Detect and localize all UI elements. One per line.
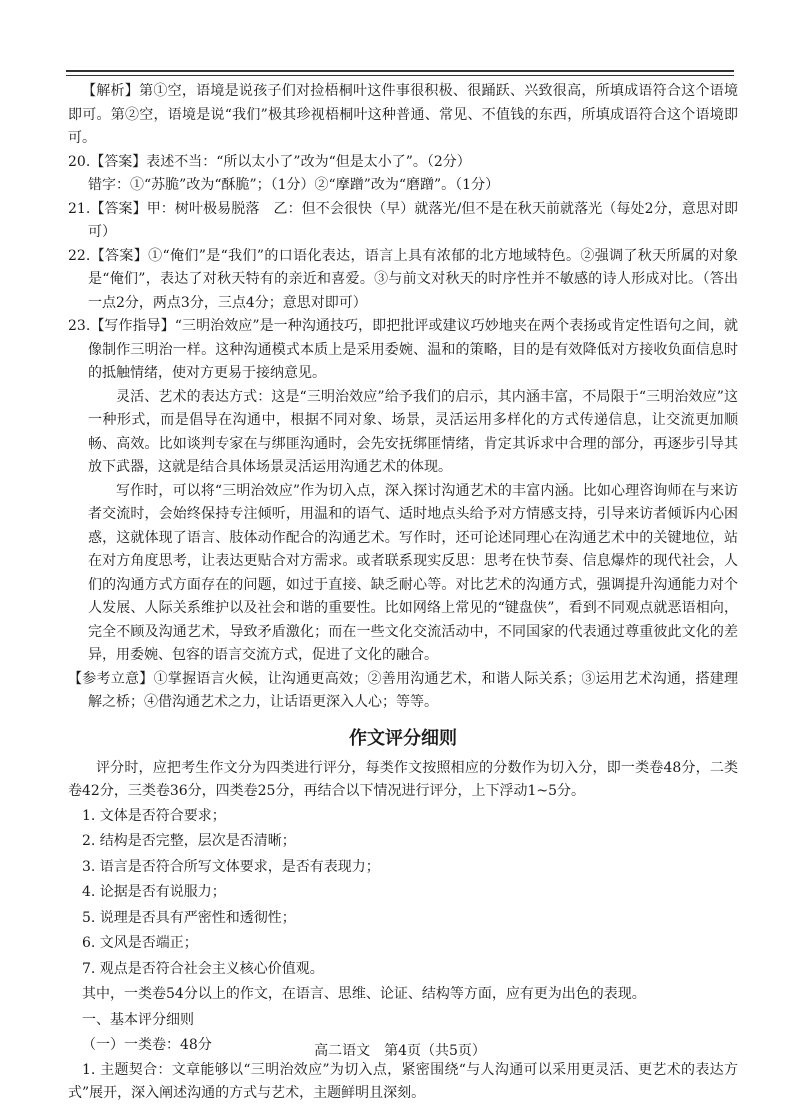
rubric-criterion: 7. 观点是否符合社会主义核心价值观。 xyxy=(82,960,324,977)
rubric-point-1: 1. 主题契合：文章能够以“三明治效应”为切入点，紧密围绕“与人沟通可以采用更灵活、更艺术的表达方式”展开，深入阐述沟通的方式与艺术，主题鲜明且深刻。 xyxy=(68,1061,738,1101)
q23-reference: 【参考立意】①掌握语言火候，让沟通更高效；②善用沟通艺术，和谐人际关系；③运用艺术沟通，搭建理解之桥；④借沟通艺术之力，让话语更深入人心；等等。 xyxy=(68,670,738,710)
q23-paragraph-2: 写作时，可以将“三明治效应”作为切入点，深入探讨沟通艺术的丰富内涵。比如心理咨询师在与来访者交流时，会始终保持专注倾听，用温和的语气、适时地点头给予对方情感支持，引导来访者倾诉内心困惑，这就体现了语言、肢体动作配合的沟通艺术。写作时，还可论述同理心在沟通艺术中的关键地位，站在对方角度思考，让表达更贴合对方需求。或者联系现实反思：思考在快节奏、信息爆炸的现代社会，人们的沟通方式方面存在的问题，如过于直接、缺乏耐心等。对比艺术的沟通方式，强调提升沟通能力对个人发展、人际关系维护以及社会和谐的重要性。比如网络上常见的“键盘侠”，看到不同观点就恶语相向，完全不顾及沟通艺术，导致矛盾激化；而在一些文化交流活动中，不同国家的代表通过尊重彼此文化的差异，用委婉、包容的语言交流方式，促进了文化的融合。 xyxy=(88,482,738,663)
rubric-intro: 评分时，应把考生作文分为四类进行评分，每类作文按照相应的分数作为切入分，即一类卷48分，二类卷42分，三类卷36分，四类卷25分，再结合以下情况进行评分，上下浮动1~5分。 xyxy=(68,759,738,799)
class-heading: （一）一类卷：48分 xyxy=(82,1037,212,1053)
rubric-criterion: 2. 结构是否完整，层次是否清晰； xyxy=(82,833,296,849)
rubric-criterion: 6. 文风是否端正； xyxy=(82,935,198,951)
q23-writing-guide: 23.【写作指导】“三明治效应”是一种沟通技巧，即把批评或建议巧妙地夹在两个表扬或肯定性语句之间，就像制作三明治一样。这种沟通模式本质上是采用委婉、温和的策略，目的是有效降低对方接收负面信息时的抵触情绪，使对方更易于接纳意见。 xyxy=(68,318,738,381)
q20-answer: 20.【答案】表述不当：“所以太小了”改为“但是太小了”。（2分） xyxy=(68,153,471,170)
q21-answer: 21.【答案】甲：树叶极易脱落 乙：但不会很快（早）就落光/但不是在秋天前就落光（每处2分，意思对即可） xyxy=(68,200,738,240)
header-rule-thin xyxy=(66,75,734,76)
rubric-criterion: 5. 说理是否具有严密性和透彻性； xyxy=(82,909,296,926)
page-content xyxy=(68,80,738,1106)
q22-answer: 22.【答案】①“俺们”是“我们”的口语化表达，语言上具有浓郁的北方地域特色。②强调了秋天所属的对象是“俺们”，表达了对秋天特有的亲近和喜爱。③与前文对秋天的时序性并不敏感的诗人形成对比。（答出一点2分，两点3分，三点4分；意思对即可） xyxy=(68,247,738,311)
q20-typos: 错字：①“苏脆”改为“酥脆”；（1分）②“摩蹭”改为“磨蹭”。（1分） xyxy=(88,177,500,193)
rubric-criterion: 1. 文体是否符合要求； xyxy=(82,807,226,824)
analysis-paragraph: 【解析】第①空，语境是说孩子们对捡梧桐叶这件事很积极、很踊跃、兴致很高，所填成语符合这个语境即可。第②空，语境是说“我们”极其珍视梧桐叶这种普通、常见、不值钱的东西，所填成语符合这个语境即可。 xyxy=(68,83,738,146)
header-rule-thick xyxy=(66,70,734,72)
rubric-criterion: 4. 论据是否有说服力； xyxy=(82,884,226,900)
q23-paragraph-1: 灵活、艺术的表达方式：这是“三明治效应”给予我们的启示，其内涵丰富，不局限于“三明治效应”这一种形式，而是倡导在沟通中，根据不同对象、场景，灵活运用多样化的方式传递信息，让交流更加顺畅、高效。比如谈判专家在与绑匪沟通时，会先安抚绑匪情绪，肯定其诉求中合理的部分，再逐步引导其放下武器，这就是结合具体场景灵活运用沟通艺术的体现。 xyxy=(88,388,738,475)
page-footer: 高二语文 第4页（共5页） xyxy=(314,1043,486,1059)
rubric-criteria-list xyxy=(68,804,738,1059)
section-heading: 一、基本评分细则 xyxy=(82,1011,194,1028)
rubric-title: 作文评分细则 xyxy=(349,727,457,749)
rubric-extra-note: 其中，一类卷54分以上的作文，在语言、思维、论证、结构等方面，应有更为出色的表现。 xyxy=(82,986,646,1002)
rubric-criterion: 3. 语言是否符合所写文体要求，是否有表现力； xyxy=(82,858,380,875)
